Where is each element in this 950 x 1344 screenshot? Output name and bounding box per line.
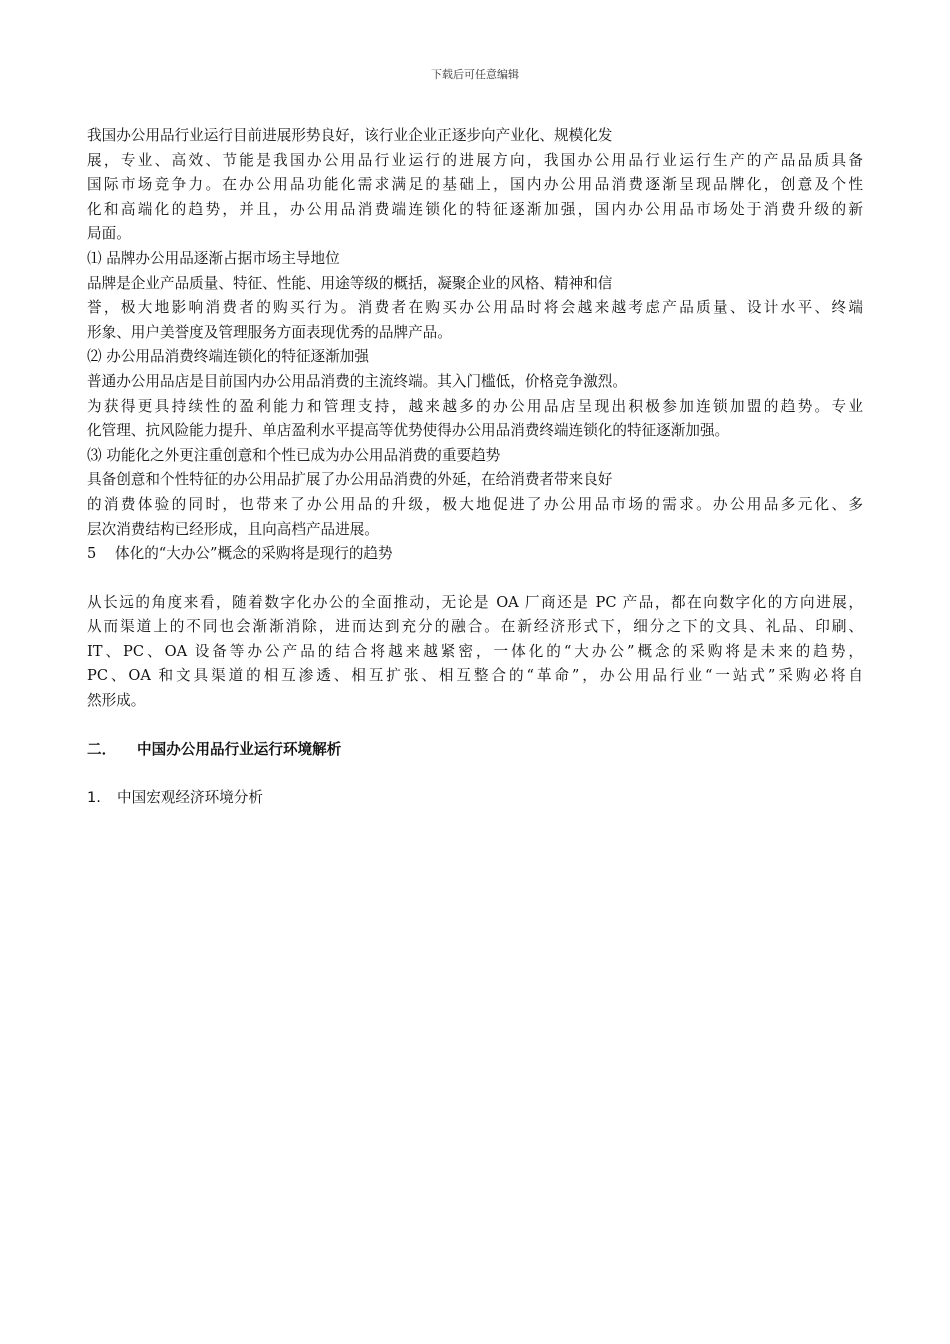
text-line: 的消费体验的同时，也带来了办公用品的升级，极大地促进了办公用品市场的需求。办公用品多元化、多 bbox=[87, 495, 863, 513]
section-2-number: 二． bbox=[87, 740, 117, 758]
subsection-title-1: ⑴ 品牌办公用品逐渐占据市场主导地位 bbox=[87, 249, 340, 267]
subsection-body-2 bbox=[87, 370, 863, 444]
text-line: 品牌是企业产品质量、特征、性能、用途等级的概括，凝聚企业的风格、精神和信 bbox=[87, 274, 613, 292]
text-line: IT、PC、OA 设备等办公产品的结合将越来越紧密，一体化的“大办公”概念的采购将是未来的趋势， bbox=[87, 642, 863, 660]
subsection-2-1-heading bbox=[87, 786, 863, 811]
subsection-body-1 bbox=[87, 272, 863, 346]
text-line: 誉，极大地影响消费者的购买行为。消费者在购买办公用品时将会越来越考虑产品质量、设计水平、终端 bbox=[87, 299, 863, 317]
subsection-2-1-number: 1. bbox=[87, 789, 101, 807]
text-line: 具备创意和个性特征的办公用品扩展了办公用品消费的外延，在给消费者带来良好 bbox=[87, 471, 613, 489]
text-line: 从而渠道上的不同也会渐渐消除，进而达到充分的融合。在新经济形式下，细分之下的文具、礼品、印刷、 bbox=[87, 618, 863, 636]
spacer bbox=[87, 714, 863, 738]
text-line: 展，专业、高效、节能是我国办公用品行业运行的进展方向，我国办公用品行业运行生产的产品品质具备 bbox=[87, 151, 863, 169]
item-5 bbox=[87, 542, 863, 567]
text-line: 为获得更具持续性的盈利能力和管理支持，越来越多的办公用品店呈现出积极参加连锁加盟的趋势。专业 bbox=[87, 397, 863, 415]
text-line: 化管理、抗风险能力提升、单店盈利水平提高等优势使得办公用品消费终端连锁化的特征逐渐加强。 bbox=[87, 422, 730, 440]
text-line: 国际市场竞争力。在办公用品功能化需求满足的基础上，国内办公用品消费逐渐呈现品牌化，创意及个性 bbox=[87, 176, 863, 194]
item-5-number: 5 bbox=[87, 545, 97, 563]
text-line: 局面。 bbox=[87, 225, 131, 243]
text-line: 然形成。 bbox=[87, 692, 146, 710]
text-line: 化和高端化的趋势，并且，办公用品消费端连锁化的特征逐渐加强，国内办公用品市场处于消费升级的新 bbox=[87, 200, 863, 218]
intro-paragraph bbox=[87, 124, 863, 247]
text-line: 我国办公用品行业运行目前进展形势良好，该行业企业正逐步向产业化、规模化发 bbox=[87, 127, 613, 144]
page-header-note: 下载后可任意编辑 bbox=[431, 68, 519, 81]
subsection-title-3: ⑶ 功能化之外更注重创意和个性已成为办公用品消费的重要趋势 bbox=[87, 446, 501, 464]
text-line: PC、OA 和文具渠道的相互渗透、相互扩张、相互整合的“革命”，办公用品行业“一站式”采购必将自 bbox=[87, 667, 863, 685]
spacer bbox=[87, 762, 863, 786]
spacer bbox=[87, 567, 863, 591]
subsection-2-1-title: 中国宏观经济环境分析 bbox=[117, 789, 263, 807]
text-line: 普通办公用品店是目前国内办公用品消费的主流终端。其入门槛低，价格竞争激烈。 bbox=[87, 372, 627, 390]
subsection-body-3 bbox=[87, 468, 863, 542]
text-line: 层次消费结构已经形成，且向高档产品进展。 bbox=[87, 520, 379, 538]
outlook-paragraph bbox=[87, 591, 863, 714]
item-5-text: 体化的“大办公”概念的采购将是现行的趋势 bbox=[115, 545, 393, 563]
section-2-title: 中国办公用品行业运行环境解析 bbox=[137, 740, 342, 758]
text-line: 从长远的角度来看，随着数字化办公的全面推动，无论是 OA 厂商还是 PC 产品，都在向数字化的方向进展， bbox=[87, 593, 863, 611]
subsection-title-2: ⑵ 办公用品消费终端连锁化的特征逐渐加强 bbox=[87, 348, 369, 366]
section-2-heading bbox=[87, 738, 863, 763]
text-line: 形象、用户美誉度及管理服务方面表现优秀的品牌产品。 bbox=[87, 323, 452, 341]
document-body bbox=[87, 124, 863, 811]
